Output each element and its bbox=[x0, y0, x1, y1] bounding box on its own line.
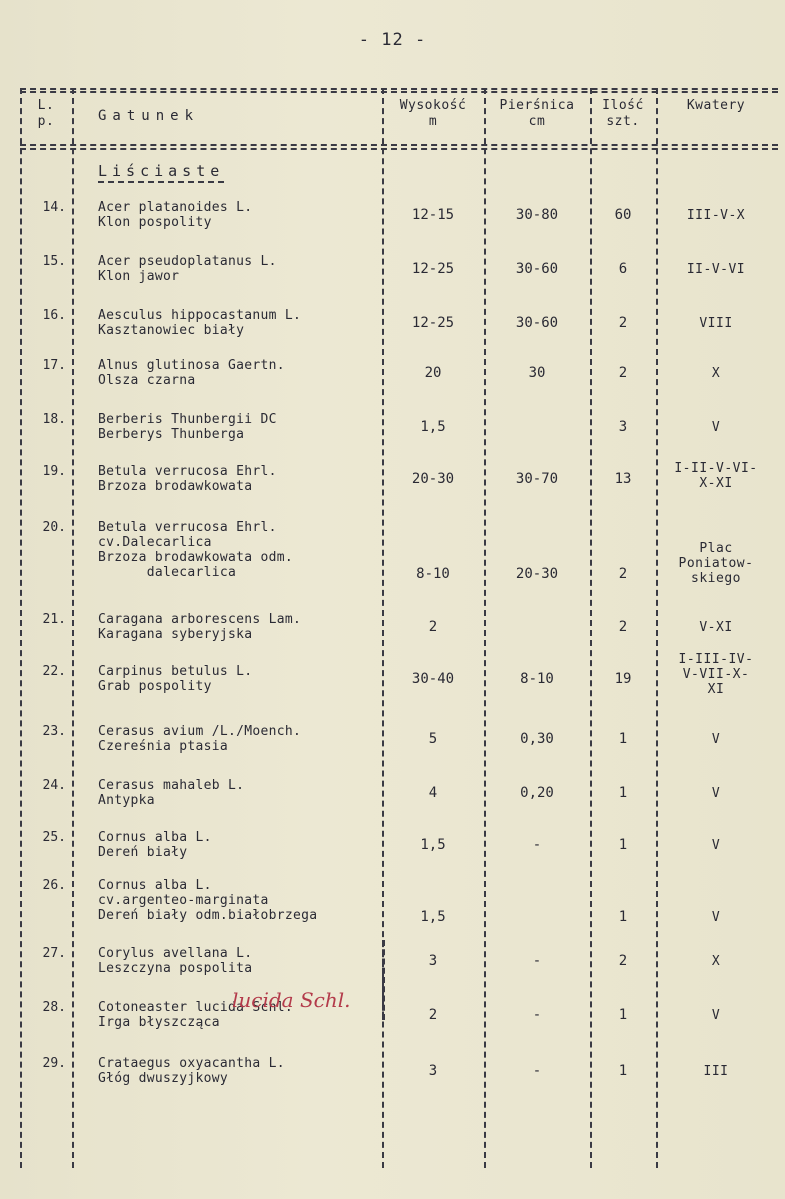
name-line: Grab pospolity bbox=[98, 679, 212, 694]
latin-name: Caragana arborescens Lam. bbox=[98, 612, 302, 627]
quarters-line: V bbox=[711, 786, 721, 801]
quarters-line: V bbox=[711, 420, 721, 435]
latin-name: Corylus avellana L. bbox=[98, 946, 253, 961]
row-number: 17. bbox=[42, 358, 66, 373]
name-line: Głóg dwuszyjkowy bbox=[98, 1071, 229, 1086]
quarters-line: V bbox=[711, 1008, 721, 1023]
row-number: 26. bbox=[42, 878, 66, 893]
latin-name: Cornus alba L. bbox=[98, 830, 212, 845]
girth-value: - bbox=[532, 1007, 542, 1023]
header-no: L. p. bbox=[37, 98, 55, 129]
girth-value: 30-60 bbox=[515, 315, 559, 331]
count-value: 1 bbox=[618, 837, 628, 853]
species-name bbox=[98, 1056, 418, 1086]
count-value: 19 bbox=[614, 671, 632, 687]
row-number: 20. bbox=[42, 520, 66, 535]
height-value: 8-10 bbox=[416, 566, 450, 582]
quarters-value bbox=[656, 316, 776, 331]
latin-name: Crataegus oxyacantha L. bbox=[98, 1056, 285, 1071]
latin-name: Acer platanoides L. bbox=[98, 200, 253, 215]
col-rule-height bbox=[484, 88, 486, 1168]
header-count: Ilość szt. bbox=[602, 98, 644, 129]
name-line: Klon pospolity bbox=[98, 215, 212, 230]
margin-bracket bbox=[382, 940, 385, 1020]
name-line: Dereń biały odm.białobrzega bbox=[98, 908, 318, 923]
name-line: Klon jawor bbox=[98, 269, 180, 284]
name-line: Karagana syberyjska bbox=[98, 627, 253, 642]
quarters-value bbox=[656, 420, 776, 435]
header-girth: Pierśnica cm bbox=[499, 98, 575, 129]
species-name bbox=[98, 830, 418, 860]
row-number: 27. bbox=[42, 946, 66, 961]
row-number: 21. bbox=[42, 612, 66, 627]
row-number: 18. bbox=[42, 412, 66, 427]
row-number: 29. bbox=[42, 1056, 66, 1071]
count-value: 1 bbox=[618, 785, 628, 801]
name-line: Irga błyszcząca bbox=[98, 1015, 220, 1030]
latin-name: Carpinus betulus L. bbox=[98, 664, 253, 679]
name-line: Brzoza brodawkowata bbox=[98, 479, 253, 494]
quarters-value bbox=[656, 838, 776, 853]
latin-name: Alnus glutinosa Gaertn. bbox=[98, 358, 285, 373]
species-name bbox=[98, 878, 418, 923]
height-value: 2 bbox=[428, 1007, 438, 1023]
section-title: Liściaste bbox=[98, 162, 224, 183]
height-value: 30-40 bbox=[411, 671, 455, 687]
name-line: dalecarlica bbox=[98, 565, 237, 580]
row-number: 16. bbox=[42, 308, 66, 323]
name-line: Brzoza brodawkowata odm. bbox=[98, 550, 294, 565]
quarters-value bbox=[656, 366, 776, 381]
row-number: 25. bbox=[42, 830, 66, 845]
count-value: 1 bbox=[618, 1063, 628, 1079]
col-rule-no bbox=[72, 88, 74, 1168]
species-name bbox=[98, 464, 418, 494]
latin-name: Betula verrucosa Ehrl. bbox=[98, 520, 277, 535]
count-value: 1 bbox=[618, 731, 628, 747]
handwritten-annotation: lucida Schl. bbox=[232, 988, 351, 1012]
latin-name: Cornus alba L. bbox=[98, 878, 212, 893]
name-line: cv.argenteo-marginata bbox=[98, 893, 269, 908]
table-top-rule bbox=[20, 88, 778, 90]
quarters-line: I-II-V-VI- bbox=[674, 461, 758, 476]
girth-value: 30 bbox=[528, 365, 546, 381]
quarters-value bbox=[656, 208, 776, 223]
quarters-line: skiego bbox=[691, 571, 741, 586]
row-number: 23. bbox=[42, 724, 66, 739]
quarters-value bbox=[656, 786, 776, 801]
quarters-line: XI bbox=[707, 682, 725, 697]
header-species: Gatunek bbox=[98, 108, 200, 124]
header-bottom-rule-double bbox=[20, 148, 778, 150]
quarters-line: Poniatow- bbox=[678, 556, 754, 571]
quarters-value bbox=[656, 652, 776, 697]
girth-value: 30-80 bbox=[515, 207, 559, 223]
girth-value: - bbox=[532, 953, 542, 969]
quarters-line: V bbox=[711, 838, 721, 853]
species-name bbox=[98, 778, 418, 808]
quarters-line: X-XI bbox=[699, 476, 733, 491]
girth-value: 30-60 bbox=[515, 261, 559, 277]
girth-value: 0,20 bbox=[520, 785, 554, 801]
species-name bbox=[98, 200, 418, 230]
name-line: Olsza czarna bbox=[98, 373, 196, 388]
quarters-value bbox=[656, 262, 776, 277]
quarters-value bbox=[656, 1064, 776, 1079]
height-value: 5 bbox=[428, 731, 438, 747]
name-line: Leszczyna pospolita bbox=[98, 961, 253, 976]
species-name bbox=[98, 612, 418, 642]
height-value: 4 bbox=[428, 785, 438, 801]
species-name bbox=[98, 308, 418, 338]
quarters-value bbox=[656, 1008, 776, 1023]
name-line: Berberys Thunberga bbox=[98, 427, 245, 442]
species-name bbox=[98, 412, 418, 442]
quarters-line: VIII bbox=[699, 316, 733, 331]
count-value: 2 bbox=[618, 315, 628, 331]
quarters-line: III bbox=[703, 1064, 729, 1079]
table-top-rule-double bbox=[20, 91, 778, 93]
count-value: 1 bbox=[618, 1007, 628, 1023]
species-name bbox=[98, 254, 418, 284]
species-table bbox=[20, 88, 778, 1168]
name-line: Kasztanowiec biały bbox=[98, 323, 245, 338]
latin-name: Berberis Thunbergii DC bbox=[98, 412, 277, 427]
species-name bbox=[98, 946, 418, 976]
height-value: 1,5 bbox=[420, 837, 446, 853]
species-name bbox=[98, 724, 418, 754]
quarters-line: V-XI bbox=[699, 620, 733, 635]
row-number: 15. bbox=[42, 254, 66, 269]
header-quarters: Kwatery bbox=[686, 98, 746, 113]
quarters-line: X bbox=[711, 954, 721, 969]
species-name bbox=[98, 664, 418, 694]
latin-name: Betula verrucosa Ehrl. bbox=[98, 464, 277, 479]
row-number: 28. bbox=[42, 1000, 66, 1015]
quarters-line: V-VII-X- bbox=[682, 667, 750, 682]
row-number: 14. bbox=[42, 200, 66, 215]
latin-name: Aesculus hippocastanum L. bbox=[98, 308, 302, 323]
name-line: Antypka bbox=[98, 793, 155, 808]
girth-value: 30-70 bbox=[515, 471, 559, 487]
count-value: 2 bbox=[618, 365, 628, 381]
species-name bbox=[98, 358, 418, 388]
girth-value: 8-10 bbox=[520, 671, 554, 687]
latin-name: Acer pseudoplatanus L. bbox=[98, 254, 277, 269]
quarters-value bbox=[656, 541, 776, 586]
height-value: 12-25 bbox=[411, 315, 455, 331]
count-value: 2 bbox=[618, 619, 628, 635]
species-name bbox=[98, 520, 418, 580]
quarters-line: III-V-X bbox=[686, 208, 746, 223]
row-number: 22. bbox=[42, 664, 66, 679]
quarters-value bbox=[656, 732, 776, 747]
name-line: Dereń biały bbox=[98, 845, 188, 860]
header-bottom-rule bbox=[20, 144, 778, 146]
count-value: 3 bbox=[618, 419, 628, 435]
girth-value: - bbox=[532, 837, 542, 853]
height-value: 2 bbox=[428, 619, 438, 635]
latin-name: Cerasus mahaleb L. bbox=[98, 778, 245, 793]
quarters-line: I-III-IV- bbox=[678, 652, 754, 667]
count-value: 13 bbox=[614, 471, 632, 487]
count-value: 2 bbox=[618, 953, 628, 969]
height-value: 1,5 bbox=[420, 419, 446, 435]
girth-value: - bbox=[532, 1063, 542, 1079]
count-value: 2 bbox=[618, 566, 628, 582]
height-value: 12-25 bbox=[411, 261, 455, 277]
height-value: 20 bbox=[424, 365, 442, 381]
quarters-line: V bbox=[711, 732, 721, 747]
girth-value: 0,30 bbox=[520, 731, 554, 747]
name-line: cv.Dalecarlica bbox=[98, 535, 212, 550]
quarters-line: II-V-VI bbox=[686, 262, 746, 277]
quarters-value bbox=[656, 910, 776, 925]
name-line: Czereśnia ptasia bbox=[98, 739, 229, 754]
page-number: - 12 - bbox=[358, 30, 427, 50]
girth-value: 20-30 bbox=[515, 566, 559, 582]
quarters-value bbox=[656, 620, 776, 635]
quarters-line: Plac bbox=[699, 541, 733, 556]
latin-name: Cotoneaster lucida Schl. bbox=[98, 1000, 294, 1015]
height-value: 12-15 bbox=[411, 207, 455, 223]
row-number: 24. bbox=[42, 778, 66, 793]
header-height: Wysokość m bbox=[399, 98, 467, 129]
height-value: 3 bbox=[428, 1063, 438, 1079]
quarters-value bbox=[656, 461, 776, 491]
height-value: 20-30 bbox=[411, 471, 455, 487]
count-value: 60 bbox=[614, 207, 632, 223]
row-number: 19. bbox=[42, 464, 66, 479]
quarters-value bbox=[656, 954, 776, 969]
quarters-line: X bbox=[711, 366, 721, 381]
latin-name: Cerasus avium /L./Moench. bbox=[98, 724, 302, 739]
height-value: 3 bbox=[428, 953, 438, 969]
height-value: 1,5 bbox=[420, 909, 446, 925]
count-value: 6 bbox=[618, 261, 628, 277]
quarters-line: V bbox=[711, 910, 721, 925]
count-value: 1 bbox=[618, 909, 628, 925]
